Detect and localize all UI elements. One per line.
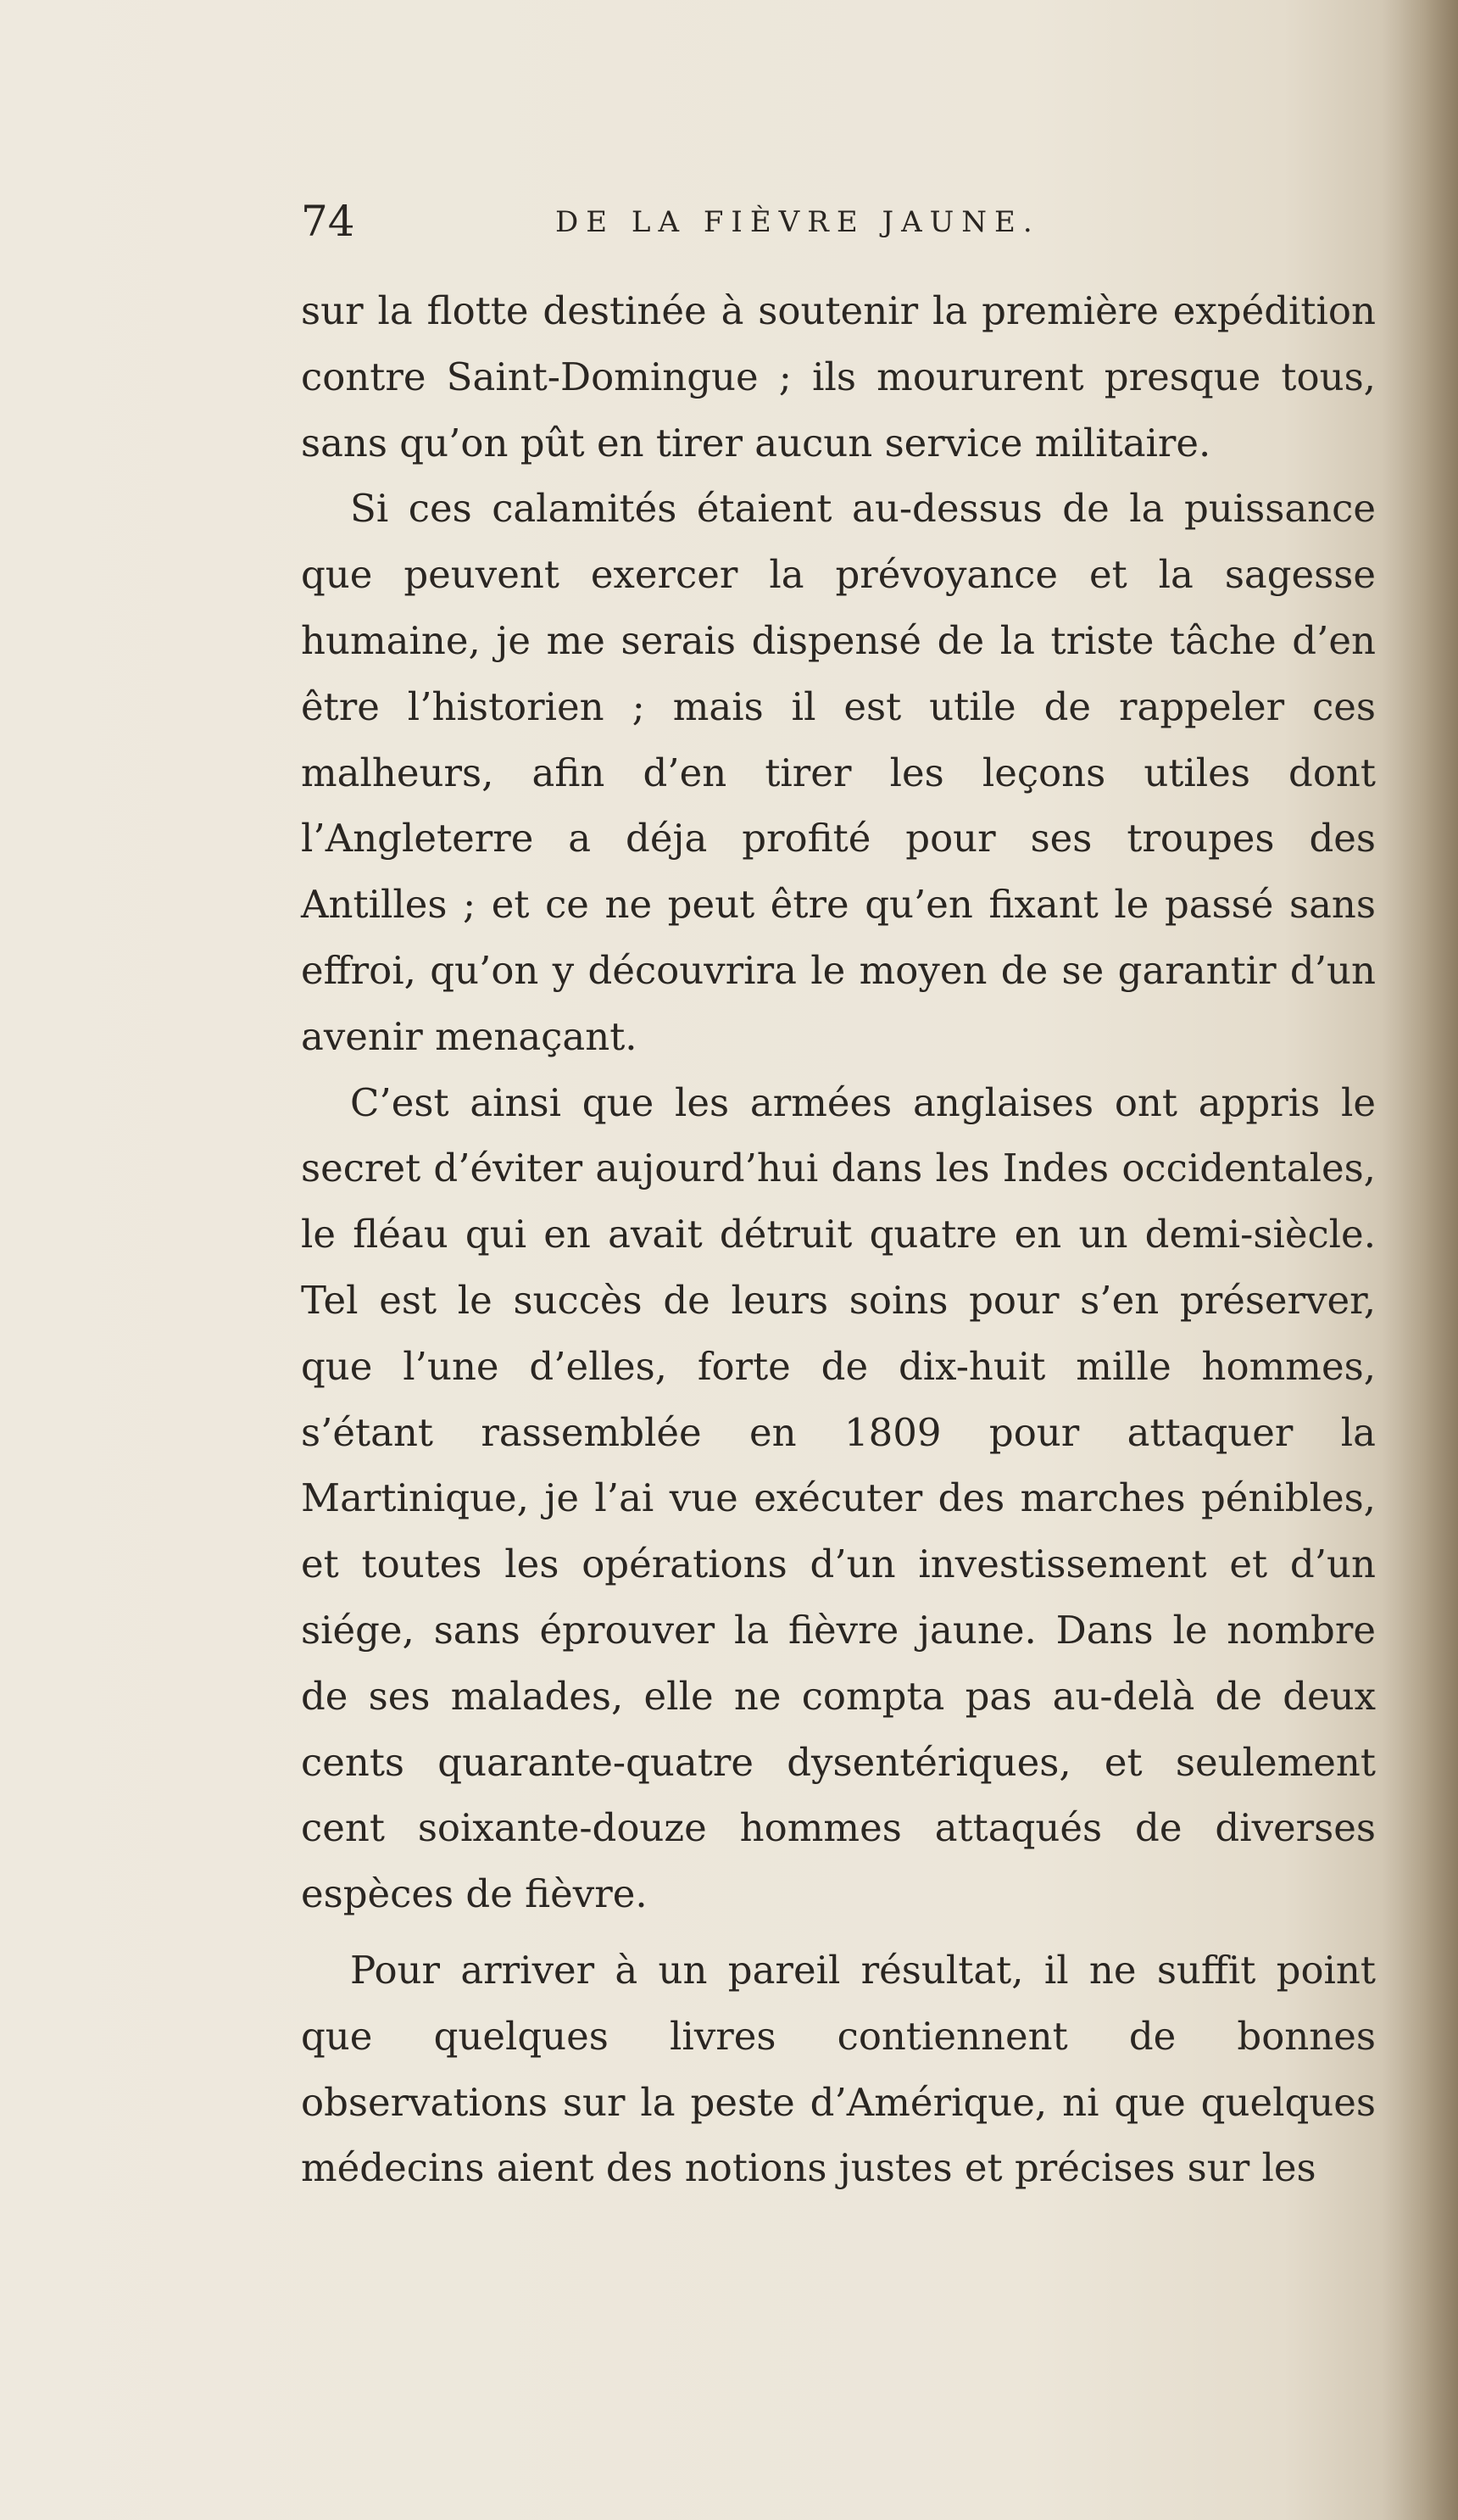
- page-edge-shadow: [1382, 0, 1458, 2520]
- body-text: [301, 278, 1376, 2201]
- paragraph: C’est ainsi que les armées anglaises ont appris le secret d’éviter aujourd’hui dans les Indes occidentales, le fléau qui en avait détruit quatre en un demi-siècle. Tel est le succès de leurs soins pour s’en préserver, que l’une d’elles, forte de dix-huit mille hommes, s’étant rassemblée en 1809 pour attaquer la Martinique, je l’ai vue exécuter des marches pénibles, et toutes les opérations d’un investissement et d’un siége, sans éprouver la fièvre jaune. Dans le nombre de ses malades, elle ne compta pas au-delà de deux cents quarante-quatre dysentériques, et seulement cent soixante-douze hommes attaqués de diverses espèces de fièvre.: [301, 1079, 1376, 1917]
- page-number: 74: [301, 197, 355, 246]
- paragraph: Si ces calamités étaient au-dessus de la puissance que peuvent exercer la prévoyance et la sagesse humaine, je me serais dispensé de la triste tâche d’en être l’historien ; mais il est utile de rappeler ces malheurs, afin d’en tirer les leçons utiles dont l’Angleterre a déja profité pour ses troupes des Antilles ; et ce ne peut être qu’en fixant le passé sans effroi, qu’on y découvrira le moyen de se garantir d’un avenir menaçant.: [301, 486, 1376, 1059]
- paragraph-continued: sur la flotte destinée à soutenir la première expédition contre Saint-Domingue ; ils moururent presque tous, sans qu’on pût en tirer aucun service militaire.: [301, 288, 1376, 466]
- running-title: DE LA FIÈVRE JAUNE.: [555, 205, 1040, 239]
- running-head: [301, 197, 1386, 265]
- paragraph: Pour arriver à un pareil résultat, il ne suffit point que quelques livres contiennent de bonnes observations sur la peste d’Amérique, ni que quelques médecins aient des notions justes et précises sur les: [301, 1947, 1376, 2191]
